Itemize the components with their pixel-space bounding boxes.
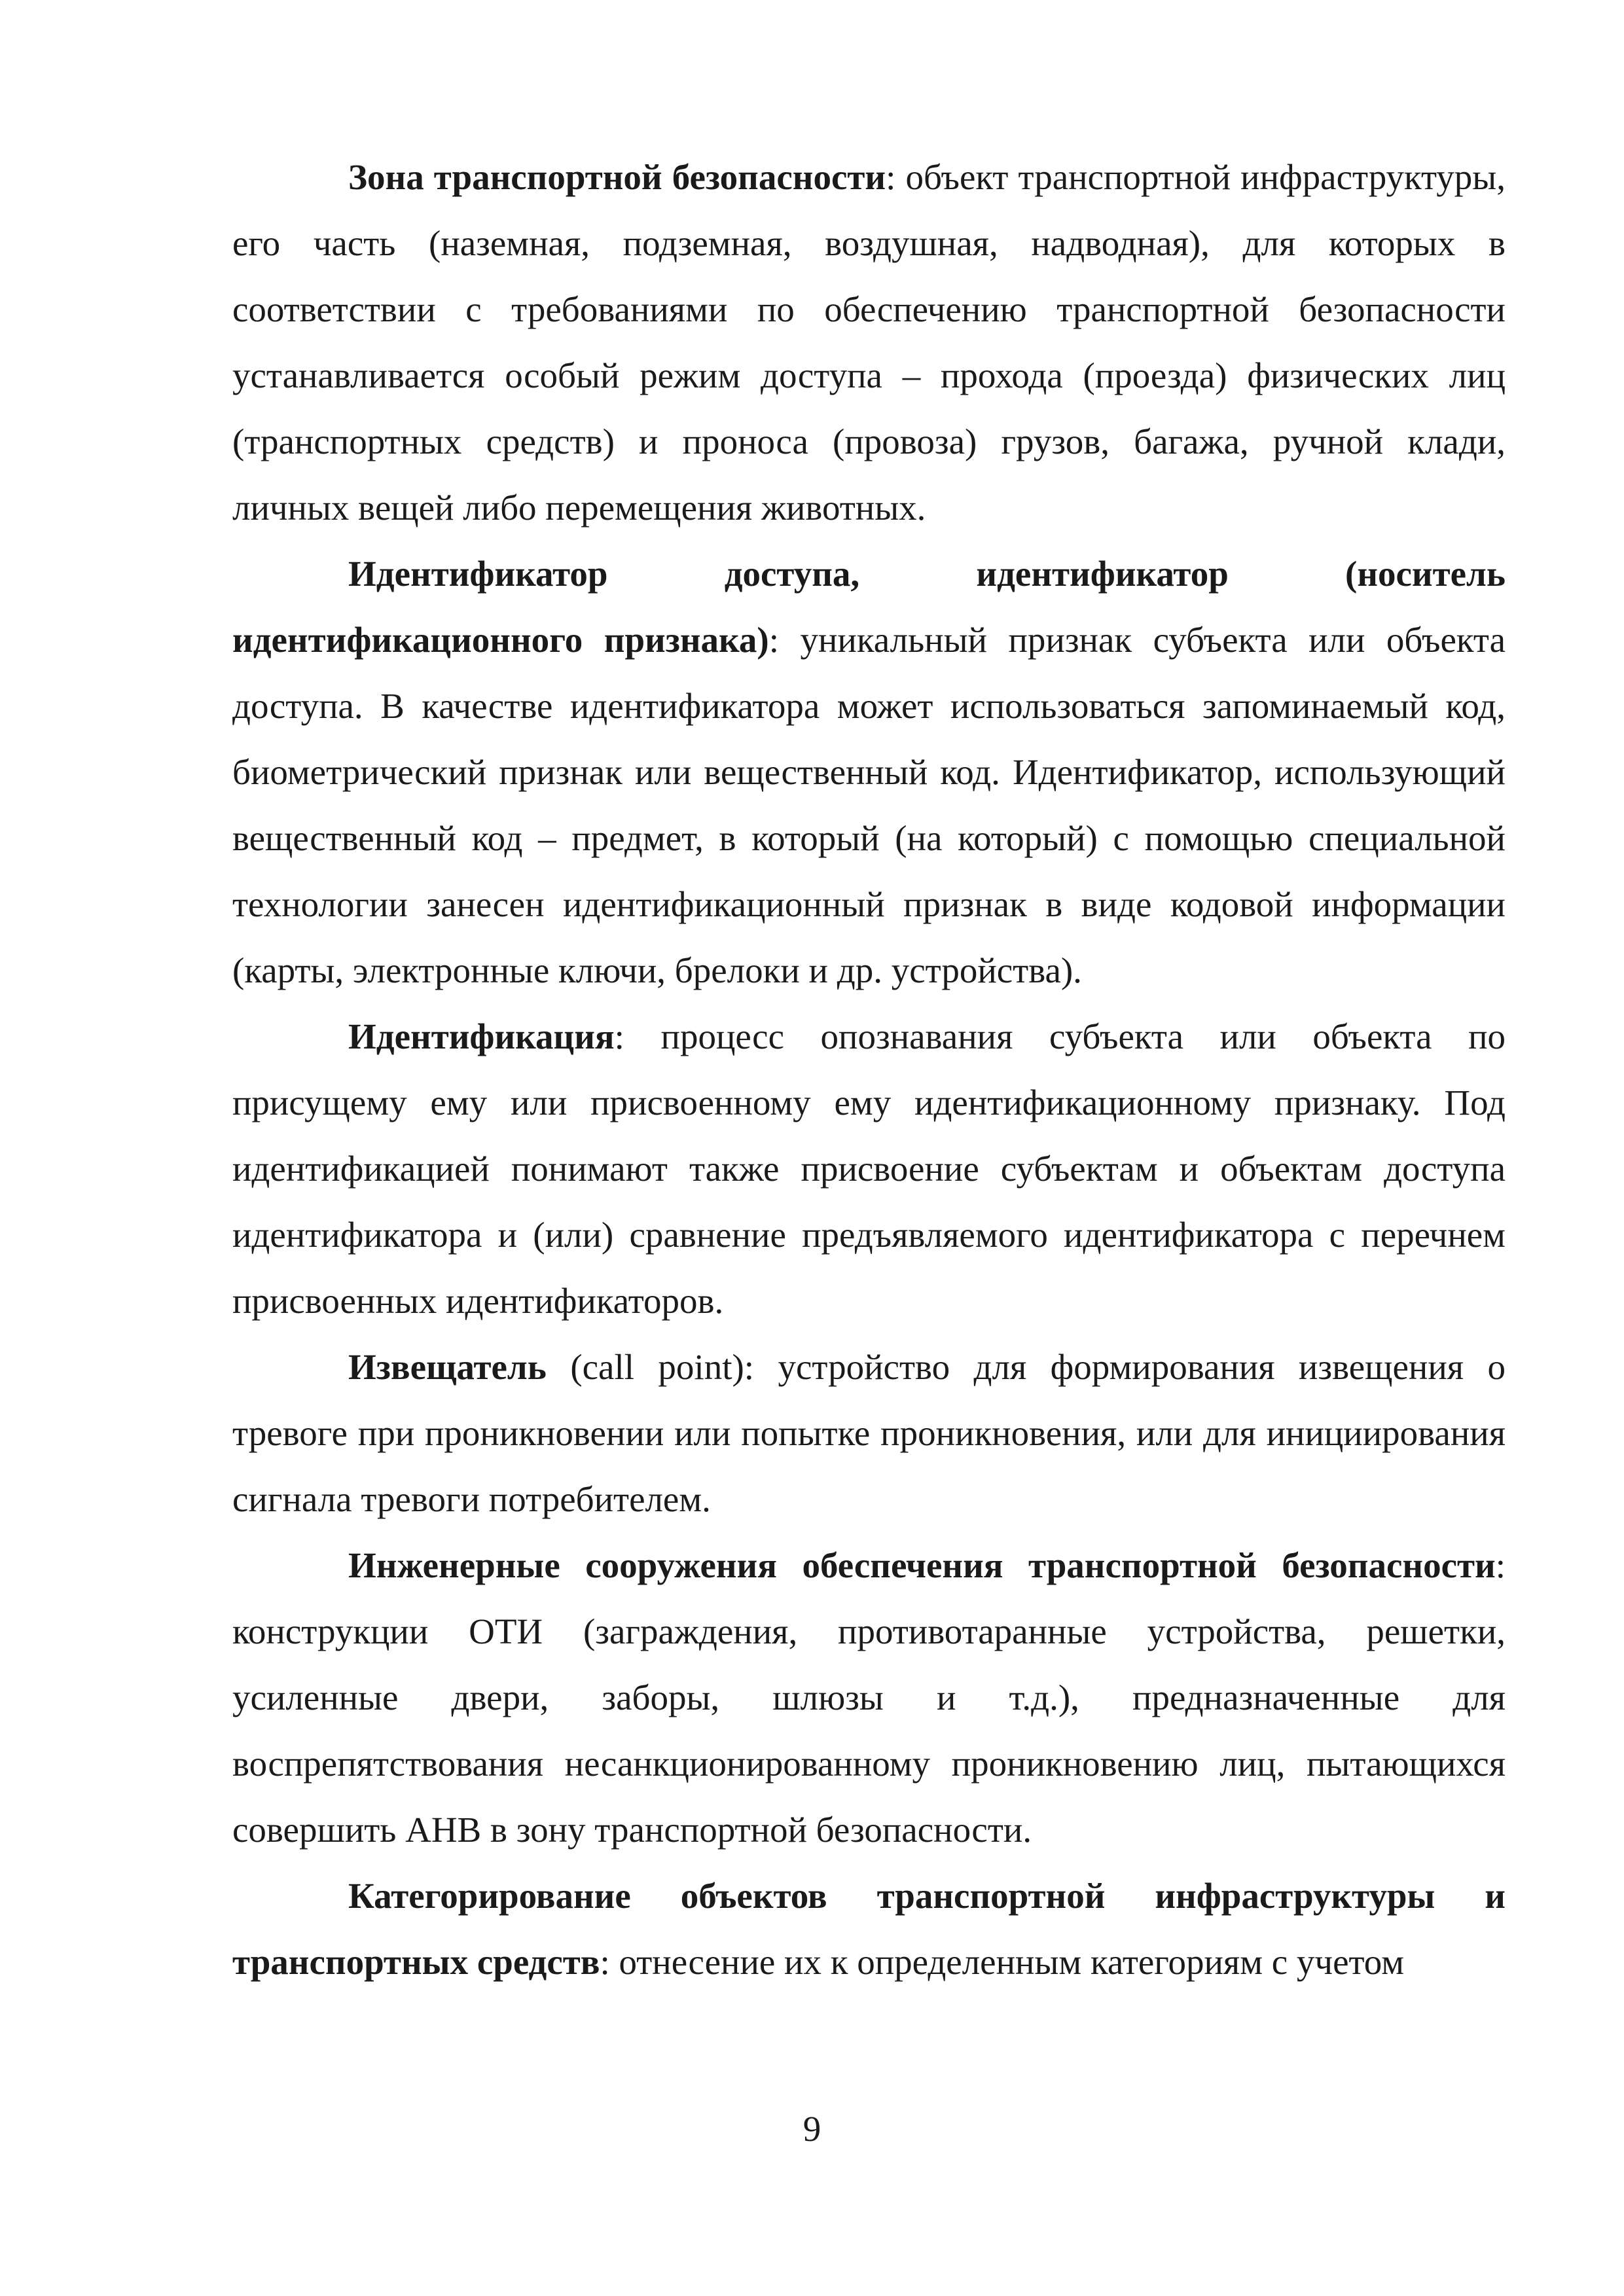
definition-term: Категорирование объектов транспортной инфраструктуры и транспортных средств	[232, 1876, 1506, 1982]
definition-separator: :	[768, 620, 801, 660]
definition-term: Идентификация	[348, 1016, 615, 1056]
definition-text: (call point): устройство для формирования извещения о тревоге при проникновении или попытке проникновения, или для инициирования сигнала тревоги потребителем.	[232, 1347, 1506, 1519]
definition-paragraph-access-identifier	[232, 541, 1506, 1003]
definition-separator	[547, 1347, 570, 1387]
definition-paragraph-call-point	[232, 1334, 1506, 1532]
definition-separator: :	[614, 1016, 661, 1056]
definition-text: процесс опознавания субъекта или объекта по присущему ему или присвоенному ему идентификационному признаку. Под идентификацией понимают также присвоение субъектам и объектам доступа идентификатора и (или) сравнение предъявляемого идентификатора с перечнем присвоенных идентификаторов.	[232, 1016, 1506, 1321]
definition-text: отнесение их к определенным категориям с учетом	[619, 1942, 1405, 1982]
definition-term: Инженерные сооружения обеспечения транспортной безопасности	[348, 1545, 1496, 1585]
definition-text: объект транспортной инфраструктуры, его часть (наземная, подземная, воздушная, надводная), для которых в соответствии с требованиями по обеспечению транспортной безопасности устанавливается особый режим доступа – прохода (проезда) физических лиц (транспортных средств) и проноса (провоза) грузов, багажа, ручной клади, личных вещей либо перемещения животных.	[232, 157, 1506, 528]
definition-separator: :	[886, 157, 906, 197]
definition-term: Извещатель	[348, 1347, 547, 1387]
definition-separator: :	[1495, 1545, 1506, 1585]
definition-paragraph-zone	[232, 144, 1506, 541]
definition-paragraph-categorization	[232, 1863, 1506, 1995]
definition-text: конструкции ОТИ (заграждения, противотаранные устройства, решетки, усиленные двери, заборы, шлюзы и т.д.), предназначенные для воспрепятствования несанкционированному проникновению лиц, пытающихся совершить АНВ в зону транспортной безопасности.	[232, 1611, 1506, 1850]
definition-text: уникальный признак субъекта или объекта доступа. В качестве идентификатора может использоваться запоминаемый код, биометрический признак или вещественный код. Идентификатор, использующий вещественный код – предмет, в который (на который) с помощью специальной технологии занесен идентификационный признак в виде кодовой информации (карты, электронные ключи, брелоки и др. устройства).	[232, 620, 1506, 990]
document-body	[232, 144, 1506, 1995]
definition-term: Идентификатор доступа, идентификатор (носитель идентификационного признака)	[232, 554, 1506, 660]
definition-paragraph-identification	[232, 1003, 1506, 1334]
page-number: 9	[803, 2109, 821, 2149]
definition-term: Зона транспортной безопасности	[348, 157, 886, 197]
definition-paragraph-engineering-structures	[232, 1532, 1506, 1863]
definition-separator: :	[600, 1942, 619, 1982]
